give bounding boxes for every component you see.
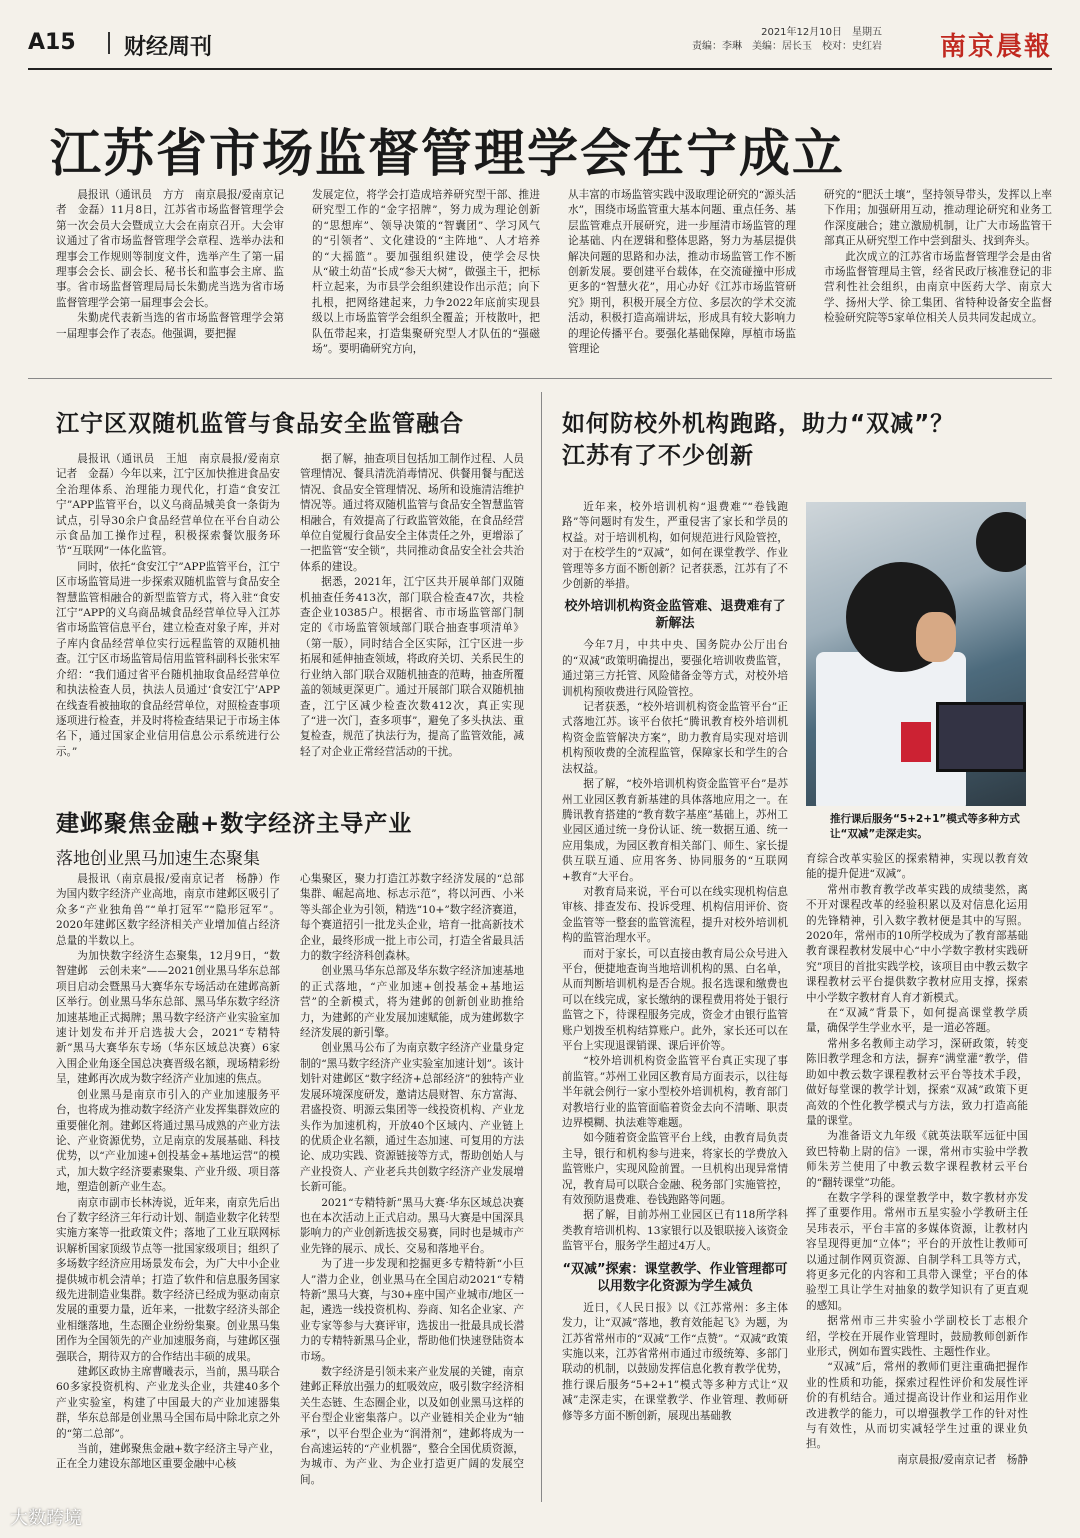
paragraph: 晨报讯（通讯员 王旭 南京晨报/爱南京记者 金磊）今年以来，江宁区加快推进食品安全治理体系、治理能力现代化，打造“食安江宁”APP监管平台，以义乌商品城美食一条街为试点，引导30余户食品经营单位在平台自动公示食品加工操作过程，积极探索餐饮服务环节“互联网”一体化监管。 bbox=[56, 453, 280, 558]
classroom-photo bbox=[806, 502, 1026, 806]
tablet-shape bbox=[936, 702, 1026, 772]
watermark: 大数跨境 bbox=[10, 1508, 82, 1529]
jianye-article bbox=[56, 872, 524, 1502]
paragraph: 在数字学科的课堂教学中，数字教材亦发挥了重要作用。常州市五星实验小学教研主任吴玮表示，平台丰富的多媒体资源，让教材内容呈现得更加“立体”；平台的开放性让教师可以通过制作网页资源、自制学科工具等方式，将更多元化的内容和工具带入课堂；平台的体验型工具让学生对抽象的数学知识有了更直观的感知。 bbox=[806, 1191, 1028, 1312]
lead-col-4 bbox=[824, 188, 1052, 356]
jianye-col-1 bbox=[56, 872, 280, 1502]
jianye-subheadline: 落地创业黑马加速生态聚集 bbox=[56, 849, 260, 869]
dateline bbox=[692, 26, 882, 54]
jiangning-article bbox=[56, 452, 524, 770]
paragraph: 晨报讯（通讯员 方方 南京晨报/爱南京记者 金磊）11月8日，江苏省市场监督管理学会第一次会员大会暨成立大会在南京召开。大会审议通过了省市场监督管理学会章程、选举办法和理事会工作规则等制度文件，选举产生了第一届理事会会长、副会长、秘书长和监事会主席、监事。省市场监督管理局局长朱勤虎当选为省市场监督管理学会第一届理事会会长。 bbox=[56, 189, 284, 309]
jiangning-col-2 bbox=[300, 452, 524, 770]
dr-intro bbox=[562, 500, 788, 592]
dr-section-3 bbox=[806, 852, 1028, 1453]
page-number: A15 bbox=[28, 30, 76, 55]
jianye-headline: 建邺聚焦金融+数字经济主导产业 bbox=[56, 811, 413, 837]
paragraph: 创业黑马华东总部及华东数字经济加速基地的正式落地，“产业加速+创投基金+基地运营”的全新模式，将为建邺的创新创业助推给力，为建邺的产业发展加速赋能，成为建邺数字经济发展的新引擎。 bbox=[300, 965, 524, 1040]
paragraph: 创业黑马公布了为南京数字经济产业量身定制的“黑马数字经济产业实验室加速计划”。该计划针对建邺区“数字经济+总部经济”的独特产业发展环境深度研发，邀请达晨财智、东方富海、君盛投资、明源云集团等一线投资机构、产业龙头作为加速机构，开放40个区域内、产业链上的优质企业名额，通过生态加速、可复用的方法论、成功实践、资源链接等方式，帮助创始人与产业投资人、产业老兵共创数字经济产业发展增长新可能。 bbox=[300, 1042, 524, 1194]
paragraph: 创业黑马是南京市引入的产业加速服务平台，也将成为推动数字经济产业发挥集群效应的重要催化剂。建邺区将通过黑马成熟的产业方法论、产业资源优势，立足南京的发展基础、科技优势，以“产业加速+创投基金+基地运营”的模式，加大数字经济要素聚集、产业升级、项目落地，塑造创新产业生态。 bbox=[56, 1088, 280, 1194]
paragraph: 近年来，校外培训机构“退费难”“卷钱跑路”等问题时有发生，严重侵害了家长和学员的权益。对于培训机构，如何规范进行风险管控，对于在校学生的“双减”，如何在课堂教学、作业管理等多方面不断创新？记者获悉，江苏有了不少创新的举措。 bbox=[562, 501, 788, 591]
dr-subhead-2: “双减”探索：课堂教学、作业管理都可以用数字化资源为学生减负 bbox=[562, 1261, 788, 1294]
paragraph: 南京市副市长林涛说，近年来，南京先后出台了数字经济三年行动计划、制造业数字化转型实施方案等一批政策文件；落地了工业互联网标识解析国家顶级节点等一批国家级项目；组织了多场数字经济应用场景发布会，为广大中小企业提供城市机会清单；打造了软件和信息服务国家级先进制造业集群。数字经济已经成为驱动南京发展的重要力量，近年来，一批数字经济头部企业相继落地，生态圈企业纷纷集聚。创业黑马集团作为全国领先的产业加速服务商，与建邺区强强联合，期待双方的合作结出丰硕的成果。 bbox=[56, 1196, 280, 1363]
paragraph: 近日，《人民日报》以《江苏常州：多主体发力，让“双减”落地，教育效能起飞》为题，为江苏省常州市的“双减”工作“点赞”。“双减”政策实施以来，江苏省常州市通过市级统筹、多部门联动的机制，以鼓励发挥信息化教育教学优势，推行课后服务“5+2+1”模式等多种方式让“双减”走深走实，在课堂教学、作业管理、教师研修等多方面不断创新，展现出基础教 bbox=[562, 1301, 788, 1422]
paragraph: 记者获悉，“校外培训机构资金监管平台”正式落地江苏。该平台依托“腾讯教育校外培训机构资金监管解决方案”，助力教育局实现对培训机构预收费的全流程监管，保障家长和学生的合法权益。 bbox=[562, 701, 788, 775]
paragraph: 而对于家长，可以直接由教育局公众号进入平台，便捷地查询当地培训机构的黑、白名单，从而判断培训机构是否合规。报名选课和缴费也可以在线完成，家长缴纳的课程费用将处于银行监管之下，待课程服务完成，资金才由银行监管账户划拨至机构结算账户。此外，家长还可以在平台上实现退课销课、课后评价等。 bbox=[562, 947, 788, 1052]
paragraph: 为了进一步发现和挖掘更多专精特新“小巨人”潜力企业，创业黑马在全国启动2021“专精特新”黑马大赛，与30+座中国产业城市/地区一起，遴选一线投资机构、券商、知名企业家、产业专家等参与大赛评审，选拔出一批最具成长潜力的专精特新黑马企业，帮助他们快速登陆资本市场。 bbox=[300, 1258, 524, 1363]
header-divider bbox=[108, 32, 110, 54]
paragraph: 当前，建邺聚焦金融+数字经济主导产业，正在全力建设东部地区重要金融中心核 bbox=[56, 1443, 280, 1471]
paragraph: 从丰富的市场监管实践中汲取理论研究的“源头活水”，围绕市场监管重大基本问题、重点任务、基层监管难点开展研究，进一步厘清市场监管的理论基础、内在逻辑和整体思路，努力为基层提供解决问题的思路和办法，推动市场监管工作不断创新发展。要创建平台载体，在交流碰撞中形成更多的“智慧火花”，用心办好《江苏市场监管研究》期刊，积极开展全方位、多层次的学术交流活动，积极打造高端讲坛，形成具有较大影响力的理论传播平台。要强化基础保障，厚植市场监管理论 bbox=[568, 189, 796, 356]
page-header bbox=[28, 22, 1052, 70]
jiangning-col-1 bbox=[56, 452, 280, 770]
double-reduction-headline-2: 江苏有了不少创新 bbox=[562, 443, 754, 469]
paragraph: 数字经济是引领未来产业发展的关键，南京建邺正释放出强力的虹吸效应，吸引数字经济相关生态链、生态圈企业，以及如创业黑马这样的平台型企业密集落户。以产业链相关企业为“轴承”，以平台型企业为“润滑剂”，建邺将成为一台高速运转的“产业机器”，整合全国优质资源，为城市、为产业、为企业打造更广阔的发展空间。 bbox=[300, 1366, 524, 1486]
paragraph: 常州市教育教学改革实践的成绩斐然，离不开对课程改革的经验积累以及对信息化运用的先锋精神，引入数字教材便是其中的写照。2020年，常州市的10所学校成为了教育部基础教育课程教材发展中心“中小学数字教材实践研究”项目的首批实践学校，该项目由中教云数字课程教材云平台提供数字教材应用支撑，探索中小学数字教材育人育才新模式。 bbox=[806, 883, 1028, 1004]
paragraph: 如今随着资金监管平台上线，由教育局负责主导，银行和机构参与进来，将家长的学费放入监管账户，实现风险前置。一旦机构出现异常情况，教育局可以联合金融、税务部门实施管控，有效预防退费难、卷钱跑路等问题。 bbox=[562, 1132, 788, 1207]
student-face-shape bbox=[916, 612, 956, 662]
paragraph: 据悉，2021年，江宁区共开展单部门双随机抽查任务413次，部门联合检查47次，共检查企业10385户。根据省、市市场监管部门制定的《市场监管领域部门联合抽查事项清单》（第一版），同时结合全区实际，江宁区进一步拓展和延伸抽查领域，将政府关切、关系民生的行业纳入部门联合双随机抽查的范畴，抽查所覆盖的领域更深更广。通过开展部门联合双随机抽查，江宁区减少检查次数412次，真正实现了“进一次门，查多项事”，避免了多头执法、重复检查，规范了执法行为，提高了监管效能，减轻了对企业正常经营活动的干扰。 bbox=[300, 576, 524, 758]
jianye-col-2 bbox=[300, 872, 524, 1502]
paragraph: “双减”后，常州的教师们更注重确把握作业的性质和功能，探索过程性评价和发展性评价的有机结合。通过提高设计作业和运用作业改进教学的能力，可以增强教学工作的针对性与有效性，从而切实减轻学生过重的课业负担。 bbox=[806, 1361, 1028, 1451]
double-reduction-col-1 bbox=[562, 500, 788, 1502]
paragraph: 对教育局来说，平台可以在线实现机构信息审核、排查发布、投诉受理、机构信用评价、资金监管等一整套的监管流程，提升对校外培训机构的监管治理水平。 bbox=[562, 885, 788, 945]
paragraph: “校外培训机构资金监管平台真正实现了事前监管。”苏州工业园区教育局方面表示，以往每半年就会例行一家小型校外培训机构，教育部门对教培行业的监管面临着资金去向不清晰、职责边界模糊、执法难等难题。 bbox=[562, 1055, 788, 1130]
issue-date: 2021年12月10日 星期五 bbox=[761, 27, 882, 38]
staff-credits: 责编：李琳 美编：居长玉 校对：史红岩 bbox=[692, 41, 882, 52]
lead-col-1 bbox=[56, 188, 284, 356]
paragraph: 今年7月，中共中央、国务院办公厅出台的“双减”政策明确提出，要强化培训收费监管，通过第三方托管、风险储备金等方式，对校外培训机构预收费进行风险管控。 bbox=[562, 639, 788, 698]
jiangning-headline: 江宁区双随机监管与食品安全监管融合 bbox=[56, 411, 464, 437]
paragraph: 据了解，抽查项目包括加工制作过程、人员管理情况、餐具清洗消毒情况、供餐用餐与配送情况、食品安全管理情况、场所和设施清洁维护情况等。通过将双随机监管与食品安全智慧监管相融合，有效提高了行政监管效能，在食品经营单位自觉履行食品安全主体责任之外，更增添了一把监管“安全锁”，共同推动食品安全社会共治体系的建设。 bbox=[300, 453, 524, 573]
photo-caption: 推行课后服务“5+2+1”模式等多种方式让“双减”走深走实。 bbox=[830, 813, 1020, 840]
dr-section-1 bbox=[562, 638, 788, 1254]
double-reduction-headline bbox=[562, 408, 954, 472]
paragraph: 晨报讯（南京晨报/爱南京记者 杨静）作为国内数字经济产业高地，南京市建邺区吸引了众多“产业独角兽”“单打冠军”“隐形冠军”。2020年建邺区数字经济相关产业增加值占经济总量的半数以上。 bbox=[56, 873, 280, 947]
section-name: 财经周刊 bbox=[124, 35, 213, 60]
paragraph: 2021“专精特新”黑马大赛·华东区域总决赛也在本次活动上正式启动。黑马大赛是中国深具影响力的产业创新选拔交易赛，同时也是城市产业先锋的展示、成长、交易和落地平台。 bbox=[300, 1196, 524, 1255]
dr-subhead-1: 校外培训机构资金监管难、退费难有了新解法 bbox=[564, 599, 786, 632]
paragraph: 据常州市三井实验小学副校长丁志根介绍，学校在开展作业管理时，鼓励教师创新作业形式，例如布置实践性、主题性作业。 bbox=[806, 1315, 1028, 1358]
lead-col-2 bbox=[312, 188, 540, 356]
paragraph: 为准备语文九年级《就英法联军远征中国致巴特勒上尉的信》一课，常州市实验中学教师朱芳兰使用了中教云数字课程教材云平台的“翻转课堂”功能。 bbox=[806, 1130, 1028, 1189]
paragraph: 常州多名教师主动学习，深研政策，转变陈旧教学理念和方法，摒弃“满堂灌”教学，借助如中教云数字课程教材云平台等技术手段，做好每堂课的教学计划，探索“双减”政策下更高效的个性化教学模式与方法，致力打造高能量的课堂。 bbox=[806, 1037, 1028, 1127]
main-headline: 江苏省市场监督管理学会在宁成立 bbox=[50, 125, 846, 184]
paragraph: 为加快数字经济生态聚集，12月9日，“数智建邺 云创未来”——2021创业黑马华东总部项目启动会暨黑马大赛华东专场活动在建邺高新区举行。创业黑马华东总部、黑马华东数字经济加速基地正式揭牌；黑马数字经济产业实验室加速计划发布并开启选拔大会，2021“专精特新”黑马大赛华东专场（华东区域总决赛）6家入围企业角逐全国总决赛晋级名额，现场精彩纷呈，建邺再次成为数字经济产业加速的焦点。 bbox=[56, 950, 280, 1086]
double-reduction-col-2 bbox=[806, 852, 1028, 1502]
article-byline: 南京晨报/爱南京记者 杨静 bbox=[897, 1453, 1028, 1466]
horizontal-rule bbox=[28, 378, 1052, 379]
paragraph: 据了解，“校外培训机构资金监管平台”是苏州工业园区教育新基建的具体落地应用之一。在腾讯教育搭建的“教育数字基座”基础上，苏州工业园区通过统一身份认证、统一数据互通、统一应用集成，为园区教育相关部门、师生、家长提供互联互通、应用客务、协同服务的“互联网+教育”大平台。 bbox=[562, 778, 788, 883]
paragraph: 发展定位，将学会打造成培养研究型干部、推进研究型工作的“金字招牌”，努力成为理论创新的“思想库”、领导决策的“智囊团”、学习风气的“引领者”、文化建设的“主阵地”、人才培养的“大摇篮”。要加强组织建设，使学会尽快从“破土幼苗”长成“参天大树”，做强主干，把标杆立起来，为市县学会组织建设作出示范；向下扎根，把网络建起来，力争2022年底前实现县级以上市场监管学会组织全覆盖；开枝散叶，把队伍带起来，打造集聚研究型人才队伍的“强磁场”。要明确研究方向， bbox=[312, 189, 540, 356]
paragraph: 在“双减”背景下，如何提高课堂教学质量，确保学生学业水平，是一道必答题。 bbox=[806, 1007, 1028, 1035]
double-reduction-headline-1: 如何防校外机构跑路，助力“双减”？ bbox=[562, 411, 955, 437]
paragraph: 此次成立的江苏省市场监督管理学会是由省市场监督管理局主管，经省民政厅核准登记的非营利性社会组织，由南京中医药大学、南京大学、扬州大学、徐工集团、省特种设备安全监督检验研究院等5家单位相关人员共同发起成立。 bbox=[824, 250, 1052, 325]
lead-col-3 bbox=[568, 188, 796, 356]
vertical-rule bbox=[541, 392, 542, 1502]
paragraph: 朱勤虎代表新当选的省市场监督管理学会第一届理事会作了表态。他强调，要把握 bbox=[56, 312, 284, 340]
paragraph: 同时，依托“食安江宁”APP监管平台，江宁区市场监管局进一步探索双随机监管与食品安全智慧监管相融合的新型监管方式，将入驻“食安江宁”APP的义乌商品城食品经营单位导入江苏省市场监管信息平台，建立检查对象子库，并对子库内食品经营单位实行远程监管的双随机抽查。江宁区市场监管局信用监管科副科长张宋军介绍：“我们通过省平台随机抽取食品经营单位和执法检查人员，执法人员通过‘食安江宁’APP在线查看被抽取的食品经营单位，对照检查事项逐项进行检查，并及时将检查结果记于市场主体名下，通过国家企业信用信息公示系统进行公示。” bbox=[56, 560, 280, 758]
paragraph: 据了解，目前苏州工业园区已有118所学科类教育培训机构、13家银行以及银联接入该资金监管平台，服务学生超过4万人。 bbox=[562, 1209, 788, 1253]
paragraph: 心集聚区，聚力打造江苏数字经济发展的“总部集群、崛起高地、标志示范”，将以河西、小米等头部企业为引领，精选“10+”数字经济赛道，每个赛道招引一批龙头企业，培育一批高新技术企业，最终形成一批上市公司，打造全省最具活力的数字经济科创森林。 bbox=[300, 873, 524, 963]
paragraph: 育综合改革实验区的探索精神，实现以教育效能的提升促进“双减”。 bbox=[806, 853, 1028, 881]
paragraph: 研究的“肥沃土壤”，坚持领导带头，发挥以上率下作用；加强研用互动，推动理论研究和业务工作深度融合；建立激励机制，让广大市场监管干部真正从研究型工作中尝到甜头、找到奔头。 bbox=[824, 189, 1052, 248]
newspaper-masthead: 南京晨報 bbox=[939, 32, 1052, 62]
dr-section-2 bbox=[562, 1301, 788, 1424]
lead-article bbox=[56, 188, 1052, 356]
paragraph: 建邺区政协主席曹曦表示，当前，黑马联合60多家投资机构、产业龙头企业，共建40多个产业实验室，构建了中国最大的产业加速器集群，华东总部是创业黑马全国布局中除北京之外的“第二总部”。 bbox=[56, 1366, 280, 1440]
second-student-shape bbox=[976, 512, 1026, 572]
red-scarf-shape bbox=[901, 722, 931, 762]
